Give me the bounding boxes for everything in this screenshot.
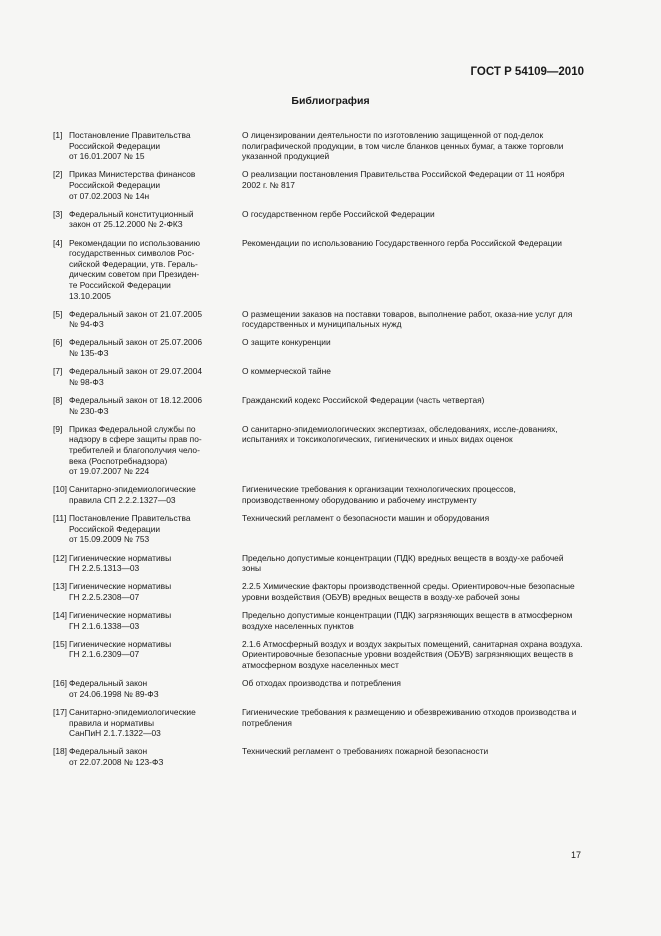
reference-source-line: № 230-ФЗ (69, 405, 109, 416)
bibliography-item (53, 746, 583, 767)
reference-source-line: от 15.09.2009 № 753 (69, 534, 150, 545)
reference-source (69, 169, 239, 201)
reference-source-line: Постановление Правительства (69, 130, 191, 140)
reference-source-line: СанПиН 2.1.7.1322—03 (69, 728, 161, 739)
reference-source-line: Рекомендации по использованию (69, 237, 201, 248)
reference-description: О реализации постановления Правительства Российской Федерации от 11 ноября 2002 г. № 817 (242, 169, 565, 190)
reference-source (69, 581, 239, 602)
reference-number: [11] (53, 513, 67, 524)
reference-number: [13] (53, 581, 67, 592)
reference-source-line: от 24.06.1998 № 89-ФЗ (69, 688, 159, 699)
reference-description: О коммерческой тайне (242, 366, 331, 377)
reference-source (69, 209, 239, 230)
bibliography-item (53, 238, 583, 302)
reference-source-line: требителей и благополучия чело- (69, 445, 200, 455)
reference-source (69, 309, 239, 330)
reference-source-line: надзору в сфере защиты прав по- (69, 434, 202, 445)
reference-number: [3] (53, 208, 63, 219)
reference-source-line: Федеральный закон от 25.07.2006 (69, 337, 203, 348)
reference-source (69, 707, 239, 739)
reference-source-line: Гигиенические нормативы (69, 610, 172, 621)
reference-description: 2.1.6 Атмосферный воздух и воздух закрытых помещений, санитарная охрана воздуха. Ориентировочные безопасные уровни воздействия (ОБУВ) загрязняющих веществ в атмосферном воздухе населенных мест (242, 638, 583, 671)
reference-number: [12] (53, 552, 67, 563)
bibliography-list (53, 130, 583, 775)
reference-number: [15] (53, 638, 67, 649)
reference-description: Гражданский кодекс Российской Федерации (часть четвертая) (242, 395, 485, 406)
reference-source (69, 639, 239, 671)
reference-description: О размещении заказов на поставки товаров, выполнение работ, оказа-ние услуг для государственных и муниципальных нужд (242, 308, 573, 330)
reference-source (69, 337, 239, 358)
reference-source (69, 395, 239, 416)
bibliography-item (53, 484, 583, 505)
reference-description: Предельно допустимые концентрации (ПДК) загрязняющих веществ в атмосферном воздухе населенных пунктов (242, 610, 573, 631)
reference-source (69, 513, 239, 545)
reference-source-line: Санитарно-эпидемиологические (69, 484, 196, 495)
reference-description: О лицензировании деятельности по изготовлению защищенной от под-делок полиграфической продукции, в том числе бланков ценных бумаг, а также торговли указанной продукцией (242, 130, 564, 162)
standard-designation: ГОСТ Р 54109—2010 (470, 66, 584, 78)
reference-source-line: ГН 2.2.5.2308—07 (69, 591, 140, 602)
reference-number: [1] (53, 130, 63, 140)
reference-source-line: Федеральный закон (69, 746, 148, 757)
reference-source-line: правила и нормативы (69, 717, 155, 728)
reference-source-line: Санитарно-эпидемиологические (69, 707, 196, 718)
reference-source-line: от 16.01.2007 № 15 (69, 151, 145, 162)
reference-number: [2] (53, 169, 63, 180)
bibliography-item (53, 337, 583, 358)
reference-description: О санитарно-эпидемиологических экспертизах, обследованиях, иссле-дованиях, испытаниях и токсикологических, гигиенических и иных видах оценок (242, 423, 558, 445)
reference-source (69, 746, 239, 767)
reference-source-line: ГН 2.1.6.1338—03 (69, 620, 140, 631)
reference-source (69, 238, 239, 302)
reference-source-line: дическим советом при Президен- (69, 269, 200, 280)
reference-number: [18] (53, 746, 67, 757)
reference-description: Об отходах производства и потребления (242, 678, 401, 689)
reference-number: [4] (53, 237, 63, 248)
reference-source-line: Гигиенические нормативы (69, 638, 172, 649)
reference-source-line: Гигиенические нормативы (69, 581, 172, 592)
bibliography-item (53, 553, 583, 574)
bibliography-item (53, 513, 583, 545)
reference-description: Предельно допустимые концентрации (ПДК) вредных веществ в возду-хе рабочей зоны (242, 552, 564, 574)
reference-source-line: Федеральный закон от 18.12.2006 (69, 395, 203, 406)
reference-source-line: № 94-ФЗ (69, 319, 104, 330)
reference-source-line: Российской Федерации (69, 140, 161, 151)
reference-number: [17] (53, 707, 67, 718)
bibliography-item (53, 209, 583, 230)
reference-source-line: ГН 2.1.6.2309—07 (69, 649, 140, 660)
reference-description: Гигиенические требования к организации технологических процессов, производственному оборудованию и рабочему инструменту (242, 484, 516, 505)
reference-source-line: те Российской Федерации (69, 279, 171, 290)
reference-source-line: Постановление Правительства (69, 513, 191, 524)
reference-source-line: от 19.07.2007 № 224 (69, 466, 150, 477)
reference-source-line: от 07.02.2003 № 14н (69, 190, 150, 201)
reference-number: [5] (53, 308, 63, 319)
reference-number: [16] (53, 678, 67, 689)
reference-source (69, 366, 239, 387)
reference-source-line: Федеральный закон от 29.07.2004 (69, 366, 203, 377)
reference-source-line: Федеральный закон от 21.07.2005 (69, 308, 203, 319)
reference-source-line: сийской Федерации, утв. Гераль- (69, 258, 198, 269)
reference-source-line: № 98-ФЗ (69, 376, 104, 387)
reference-number: [7] (53, 366, 63, 377)
reference-description: Технический регламент о требованиях пожарной безопасности (242, 746, 489, 757)
reference-source (69, 553, 239, 574)
bibliography-item (53, 424, 583, 477)
reference-source-line: № 135-ФЗ (69, 348, 109, 359)
reference-description: Рекомендации по использованию Государственного герба Российской Федерации (242, 237, 562, 248)
reference-number: [9] (53, 423, 63, 434)
bibliography-item (53, 639, 583, 671)
reference-description: Гигиенические требования к размещению и обезвреживанию отходов производства и потребления (242, 707, 577, 728)
reference-description: Технический регламент о безопасности машин и оборудования (242, 513, 490, 524)
bibliography-item (53, 707, 583, 739)
reference-source (69, 130, 239, 162)
reference-source-line: века (Роспотребнадзора) (69, 455, 168, 466)
reference-number: [14] (53, 610, 67, 621)
bibliography-item (53, 678, 583, 699)
bibliography-item (53, 395, 583, 416)
bibliography-item (53, 309, 583, 330)
bibliography-item (53, 610, 583, 631)
page-title: Библиография (291, 95, 370, 107)
reference-source-line: Приказ Министерства финансов (69, 169, 196, 180)
reference-number: [10] (53, 484, 67, 495)
reference-source-line: закон от 25.12.2000 № 2-ФКЗ (69, 219, 183, 230)
reference-source-line: ГН 2.2.5.1313—03 (69, 563, 140, 574)
reference-description: О защите конкуренции (242, 337, 331, 348)
reference-source-line: Российской Федерации (69, 523, 161, 534)
reference-source (69, 424, 239, 477)
reference-source-line: правила СП 2.2.2.1327—03 (69, 494, 176, 505)
reference-source-line: Федеральный конституционный (69, 208, 194, 219)
reference-source (69, 484, 239, 505)
reference-source (69, 610, 239, 631)
reference-description: О государственном гербе Российской Федерации (242, 208, 435, 219)
reference-number: [8] (53, 395, 63, 406)
reference-source-line: государственных символов Рос- (69, 248, 195, 259)
page-number: 17 (570, 850, 581, 860)
bibliography-item (53, 169, 583, 201)
bibliography-item (53, 130, 583, 162)
reference-source-line: 13.10.2005 (69, 290, 111, 301)
reference-source-line: Российской Федерации (69, 179, 161, 190)
reference-source-line: от 22.07.2008 № 123-ФЗ (69, 757, 164, 767)
reference-number: [6] (53, 337, 63, 348)
reference-source-line: Федеральный закон (69, 678, 148, 689)
reference-description: 2.2.5 Химические факторы производственной среды. Ориентировоч-ные безопасные уровни воздействия (ОБУВ) вредных веществ в возду-хе рабочей зоны (242, 581, 575, 602)
bibliography-item (53, 581, 583, 602)
reference-source-line: Приказ Федеральной службы по (69, 423, 196, 434)
reference-source-line: Гигиенические нормативы (69, 552, 172, 563)
reference-source (69, 678, 239, 699)
bibliography-item (53, 366, 583, 387)
